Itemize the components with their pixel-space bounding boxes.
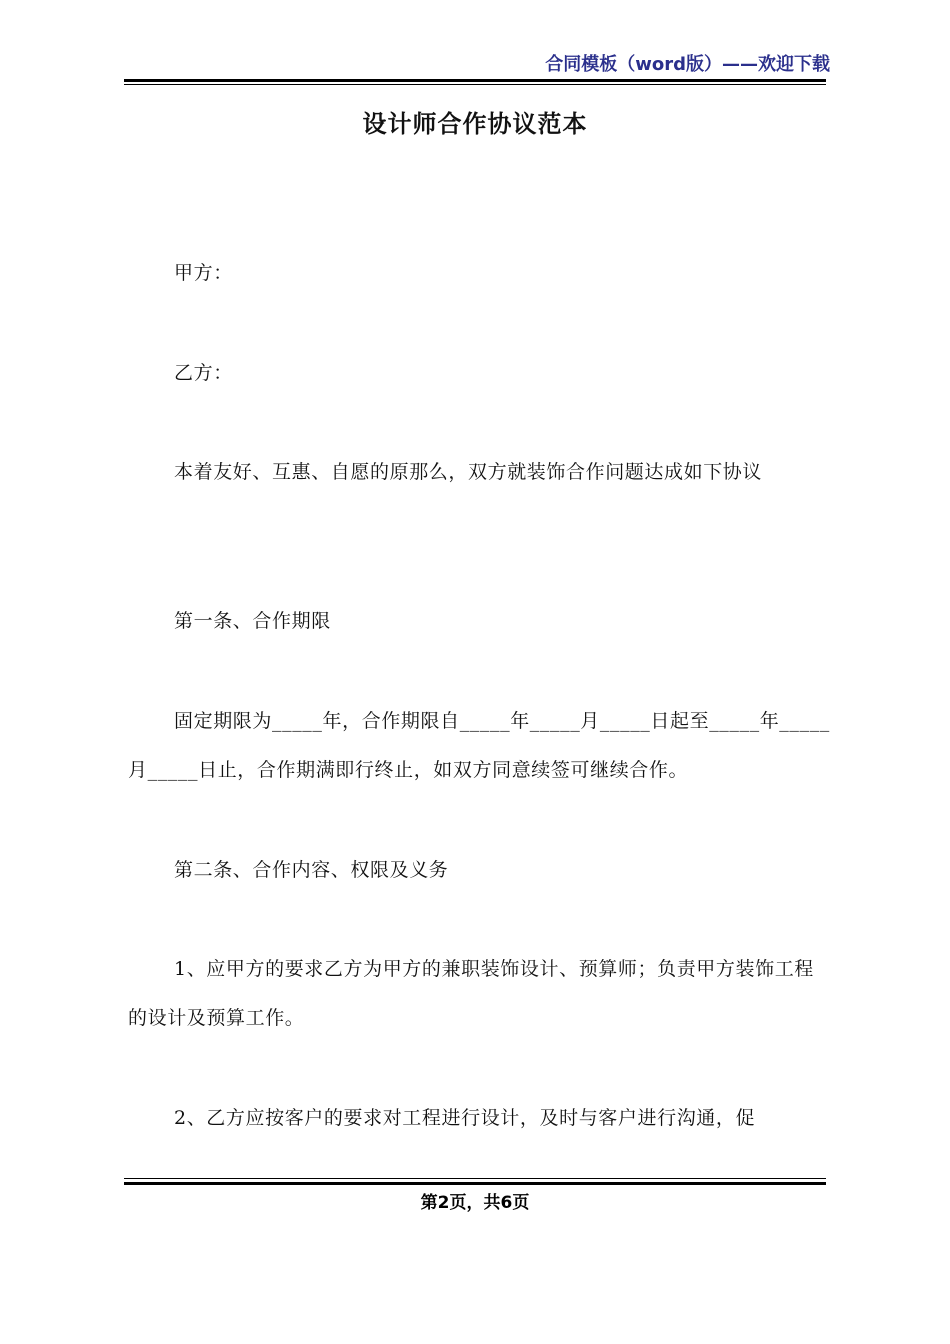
paragraph-party-a: 甲方：: [174, 262, 233, 284]
paragraph-article-2: 第二条、合作内容、权限及义务: [174, 859, 449, 881]
paragraph-item-2: 2、乙方应按客户的要求对工程进行设计，及时与客户进行沟通，促: [174, 1107, 756, 1129]
header-banner: 合同模板（word版）——欢迎下载: [545, 54, 830, 75]
paragraph-term: 固定期限为_____年，合作期限自_____年_____月_____日起至_____年_____月_____日止，合作期满即行终止，如双方同意续签可继续合作。: [128, 710, 830, 781]
header-rule: [124, 79, 826, 82]
header-rule-thin: [124, 84, 826, 85]
footer-rule-thin: [124, 1178, 826, 1179]
paragraph-party-b: 乙方：: [174, 362, 233, 384]
paragraph-preamble: 本着友好、互惠、自愿的原那么，双方就装饰合作问题达成如下协议: [174, 461, 763, 483]
paragraph-article-1: 第一条、合作期限: [174, 610, 331, 632]
footer-rule: [124, 1182, 826, 1185]
document-title: 设计师合作协议范本: [362, 110, 588, 138]
paragraph-item-1: 1、应甲方的要求乙方为甲方的兼职装饰设计、预算师；负责甲方装饰工程的设计及预算工作。: [128, 958, 814, 1029]
page-number: 第2页，共6页: [420, 1193, 530, 1213]
